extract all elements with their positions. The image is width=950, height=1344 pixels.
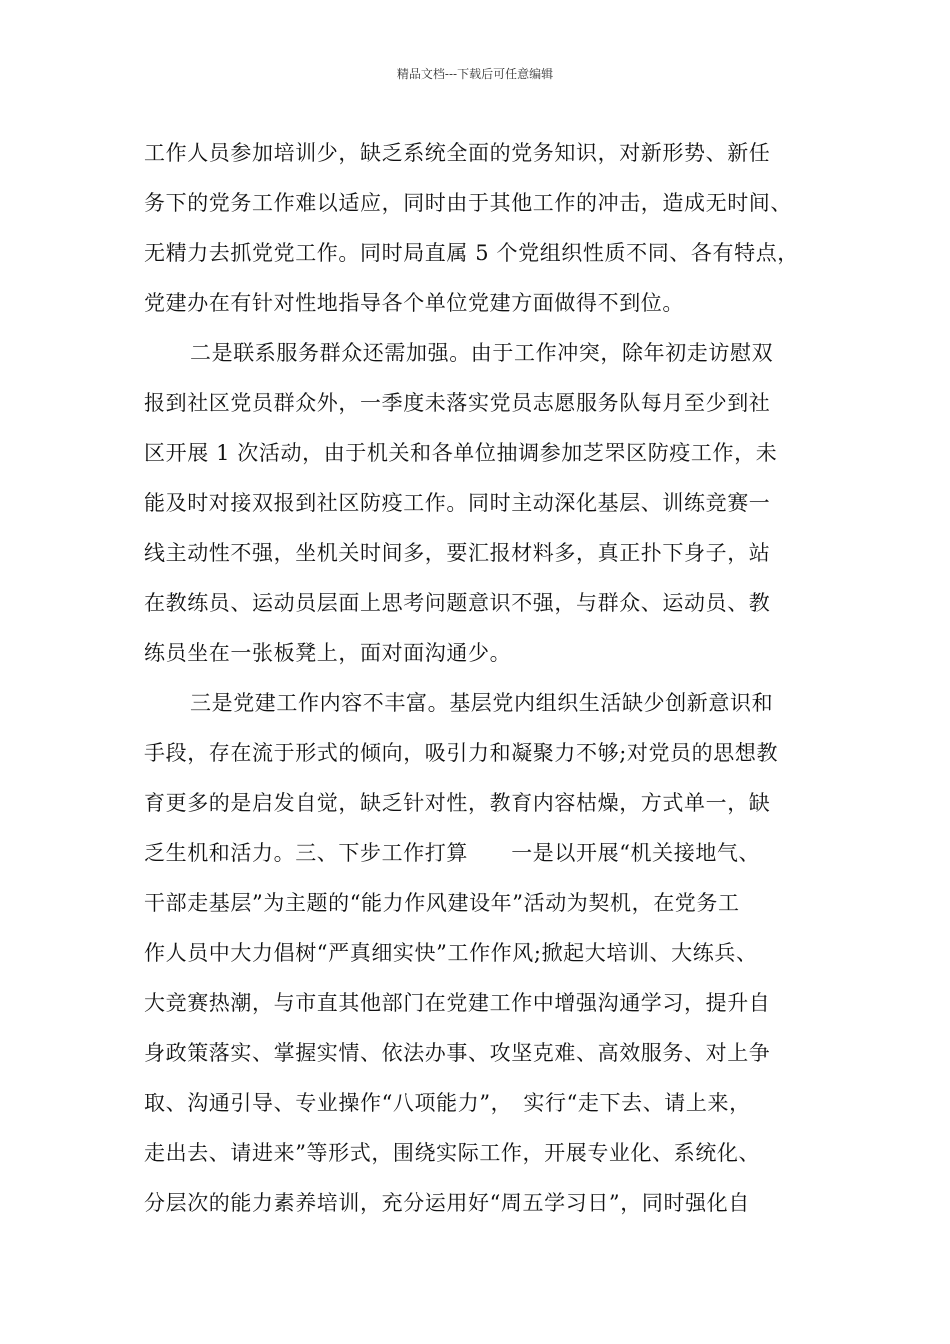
text-line: 线主动性不强，坐机关时间多，要汇报材料多，真正扑下身子，站 — [144, 541, 771, 565]
text-line: 在教练员、运动员层面上思考问题意识不强，与群众、运动员、教 — [144, 591, 771, 615]
text-line: 工作人员参加培训少，缺乏系统全面的党务知识，对新形势、新任 — [144, 141, 771, 165]
text-line: 大竞赛热潮，与市直其他部门在党建工作中增强沟通学习，提升自 — [144, 991, 771, 1015]
text-line: 练员坐在一张板凳上，面对面沟通少。 — [144, 641, 512, 665]
text-line: 干部走基层”为主题的“能力作风建设年”活动为契机，在党务工 — [144, 891, 740, 915]
page-header: 精品文档---下载后可任意编辑 — [396, 67, 554, 81]
text-line: 区开展 1 次活动，由于机关和各单位抽调参加芝罘区防疫工作，未 — [144, 441, 778, 465]
paragraph-start-line: 二是联系服务群众还需加强。由于工作冲突，除年初走访慰双 — [190, 341, 774, 365]
text-line: 手段，存在流于形式的倾向，吸引力和凝聚力不够;对党员的思想教 — [144, 741, 779, 765]
text-line: 作人员中大力倡树“严真细实快”工作作风;掀起大培训、大练兵、 — [144, 941, 758, 965]
text-line: 党建办在有针对性地指导各个单位党建方面做得不到位。 — [144, 291, 684, 315]
document-body — [144, 128, 824, 1228]
text-line: 分层次的能力素养培训，充分运用好“周五学习日”，同时强化自 — [144, 1191, 750, 1215]
text-line: 育更多的是启发自觉，缺乏针对性，教育内容枯燥，方式单一，缺 — [144, 791, 771, 815]
text-line: 身政策落实、掌握实情、依法办事、攻坚克难、高效服务、对上争 — [144, 1041, 771, 1065]
text-line: 无精力去抓党党工作。同时局直属 5 个党组织性质不同、各有特点， — [144, 241, 799, 265]
text-line: 报到社区党员群众外，一季度未落实党员志愿服务队每月至少到社 — [144, 391, 771, 415]
paragraph-start-line: 三是党建工作内容不丰富。基层党内组织生活缺少创新意识和 — [190, 691, 774, 715]
text-line: 乏生机和活力。三、下步工作打算 一是以开展“机关接地气、 — [144, 841, 761, 865]
text-line: 取、沟通引导、专业操作“八项能力”， 实行“走下去、请上来， — [144, 1091, 751, 1115]
text-line: 务下的党务工作难以适应，同时由于其他工作的冲击，造成无时间、 — [144, 191, 792, 215]
text-line: 能及时对接双报到社区防疫工作。同时主动深化基层、训练竞赛一 — [144, 491, 771, 515]
text-line: 走出去、请进来”等形式，围绕实际工作，开展专业化、系统化、 — [144, 1141, 761, 1165]
